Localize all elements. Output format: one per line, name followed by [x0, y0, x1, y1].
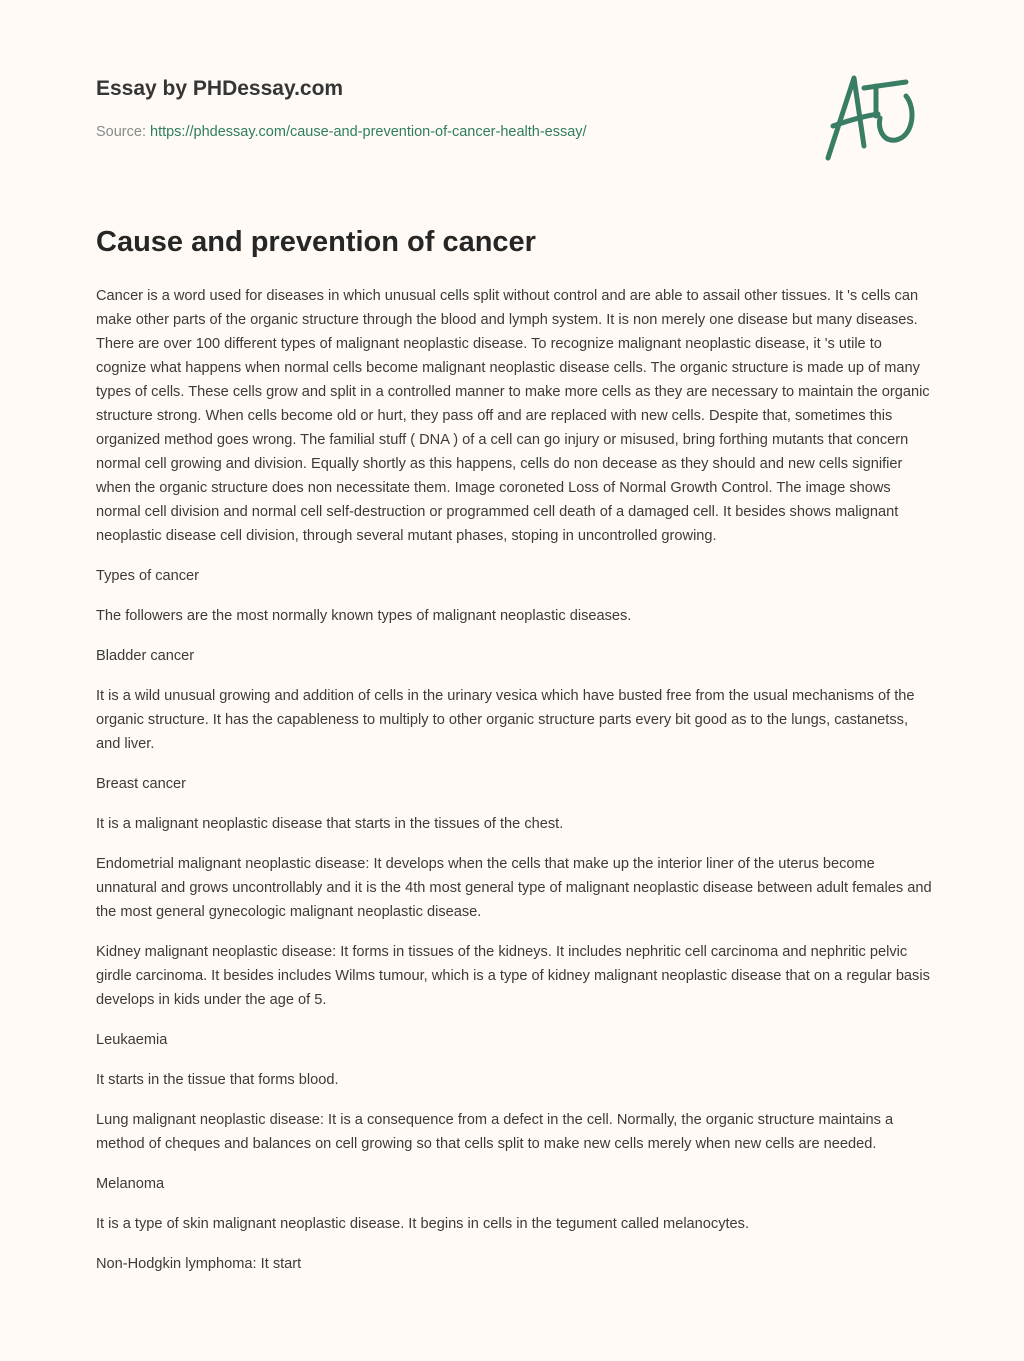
section-heading: Leukaemia: [96, 1032, 168, 1048]
paragraph: It starts in the tissue that forms blood.: [96, 1072, 339, 1088]
paragraph: Endometrial malignant neoplastic disease: It develops when the cells that make up the interior liner of the uterus become unnatural and grows uncontrollably and it is the 4th most general type of malignant neoplastic disease between adult females and the most general gynecologic malignant neoplastic disease.: [96, 856, 932, 920]
source-link[interactable]: https://phdessay.com/cause-and-prevention-of-cancer-health-essay/: [150, 124, 587, 140]
section-heading: Breast cancer: [96, 776, 187, 792]
paragraph: Kidney malignant neoplastic disease: It forms in tissues of the kidneys. It includes nephritic cell carcinoma and nephritic pelvic girdle carcinoma. It besides includes Wilms tumour, which is a type of kidney malignant neoplastic disease that on a regular basis develops in kids under the age of 5.: [96, 944, 930, 1008]
paragraph: It is a type of skin malignant neoplastic disease. It begins in cells in the tegument called melanocytes.: [96, 1216, 750, 1232]
source-line: [96, 124, 587, 140]
site-brand: Essay by PHDessay.com: [96, 77, 344, 100]
paragraph: Lung malignant neoplastic disease: It is a consequence from a defect in the cell. Normally, the organic structure maintains a method of cheques and balances on cell growing so that cells split to make new cells merely when new cells are needed.: [96, 1112, 894, 1152]
paragraph: Cancer is a word used for diseases in which unusual cells split without control and are able to assail other tissues. It 's cells can make other parts of the organic structure through the blood and lymph system. It is non merely one disease but many diseases. There are over 100 different types of malignant neoplastic disease. To recognize malignant neoplastic disease, it 's utile to cognize what happens when normal cells become malignant neoplastic disease cells. The organic structure is made up of many types of cells. These cells grow and split in a controlled manner to make more cells as they are necessary to maintain the organic structure strong. When cells become old or hurt, they pass off and are replaced with new cells. Despite that, sometimes this organized method goes wrong. The familial stuff ( DNA ) of a cell can go injury or misused, bring forthing mutants that concern normal cell growing and division. Equally shortly as this happens, cells do non decease as they should and new cells signifier when the organic structure does non necessitate them. Image coroneted Loss of Normal Growth Control. The image shows normal cell division and normal cell self-destruction or programmed cell death of a damaged cell. It besides shows malignant neoplastic disease cell division, through several mutant phases, stoping in uncontrolled growing.: [96, 288, 930, 544]
essay-title: Cause and prevention of cancer: [96, 226, 536, 258]
section-heading: Bladder cancer: [96, 648, 195, 664]
paragraph: It is a malignant neoplastic disease that starts in the tissues of the chest.: [96, 816, 564, 832]
source-label: Source:: [96, 124, 150, 140]
paragraph: It is a wild unusual growing and addition of cells in the urinary vesica which have busted free from the usual mechanisms of the organic structure. It has the capableness to multiply to other organic structure parts every bit good as to the lungs, castanetss, and liver.: [96, 688, 915, 752]
section-heading: Melanoma: [96, 1176, 165, 1192]
essay-body: [96, 284, 932, 1292]
section-heading: Types of cancer: [96, 568, 200, 584]
paragraph: The followers are the most normally known types of malignant neoplastic diseases.: [96, 608, 632, 624]
a-plus-logo-icon: [820, 68, 928, 164]
paragraph: Non-Hodgkin lymphoma: It start: [96, 1256, 302, 1272]
